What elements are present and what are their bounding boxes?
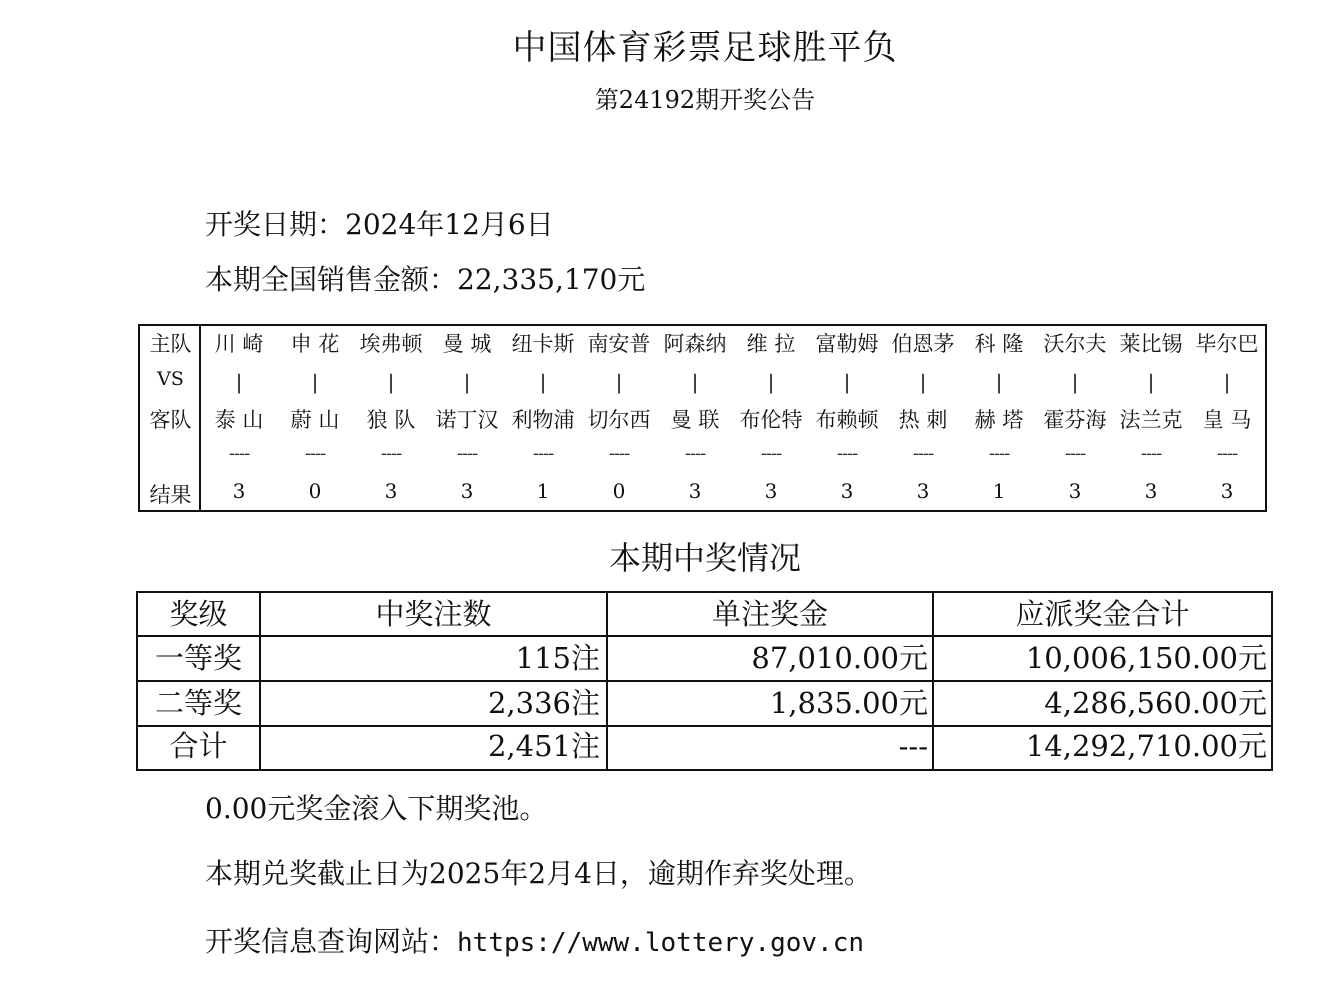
match-result: 0 [612, 479, 626, 503]
vs-mark: | [1147, 370, 1155, 394]
match-column [201, 326, 277, 510]
match-column [1189, 326, 1265, 510]
home-team: 富勒姆 [815, 332, 879, 356]
home-team: 纽卡斯 [511, 332, 575, 356]
prize-unit: 87,010.00元 [751, 641, 928, 675]
match-column [657, 326, 733, 510]
vs-mark: | [235, 370, 243, 394]
prize-total: 4,286,560.00元 [1044, 686, 1267, 720]
vs-mark: | [1223, 370, 1231, 394]
vs-mark: | [1071, 370, 1079, 394]
match-column [429, 326, 505, 510]
website-label: 开奖信息查询网站： [205, 925, 458, 958]
match-result: 3 [688, 479, 702, 503]
match-result: 3 [916, 479, 930, 503]
away-team-label: 客队 [149, 408, 192, 432]
home-team: 科 隆 [974, 332, 1024, 356]
draw-date-value: 2024年12月6日 [345, 208, 554, 241]
home-team: 伯恩茅 [891, 332, 955, 356]
vs-mark: | [691, 370, 699, 394]
away-team: 诺丁汉 [435, 408, 499, 432]
match-table [138, 324, 1267, 512]
sales-amount: 22,335,170元 [457, 263, 646, 296]
home-team: 维 拉 [746, 332, 796, 356]
draw-date-line [205, 203, 554, 243]
home-team-label: 主队 [149, 332, 192, 356]
separator: ---- [380, 443, 402, 464]
vs-mark: | [387, 370, 395, 394]
home-team: 莱比锡 [1119, 332, 1183, 356]
match-result: 1 [536, 479, 550, 503]
prize-total: 14,292,710.00元 [1025, 729, 1267, 763]
draw-date-label: 开奖日期： [205, 208, 346, 241]
result-label: 结果 [149, 483, 192, 507]
home-team: 曼 城 [442, 332, 492, 356]
match-row-labels [140, 326, 201, 510]
prize-unit: --- [898, 729, 928, 763]
away-team: 布伦特 [739, 408, 803, 432]
prize-level: 合计 [169, 729, 228, 763]
home-team: 毕尔巴 [1195, 332, 1259, 356]
away-team: 赫 塔 [974, 408, 1024, 432]
home-team: 沃尔夫 [1043, 332, 1107, 356]
match-result: 3 [1068, 479, 1082, 503]
separator: ---- [456, 443, 478, 464]
vs-mark: | [615, 370, 623, 394]
prize-total: 10,006,150.00元 [1025, 641, 1267, 675]
prize-count: 2,336注 [487, 686, 600, 720]
vs-mark: | [995, 370, 1003, 394]
sales-line [205, 258, 645, 298]
match-result: 1 [992, 479, 1006, 503]
away-team: 皇 马 [1202, 408, 1252, 432]
prize-heading: 本期中奖情况 [608, 539, 801, 577]
separator: ---- [228, 443, 250, 464]
separator: ---- [988, 443, 1010, 464]
match-result: 3 [1220, 479, 1234, 503]
match-result: 3 [384, 479, 398, 503]
away-team: 利物浦 [511, 408, 575, 432]
separator: ---- [836, 443, 858, 464]
match-column [885, 326, 961, 510]
separator: ---- [684, 443, 706, 464]
prize-level: 一等奖 [154, 641, 242, 675]
website-link[interactable]: https://www.lottery.gov.cn [457, 928, 865, 958]
match-column [809, 326, 885, 510]
away-team: 切尔西 [587, 408, 651, 432]
vs-mark: | [539, 370, 547, 394]
match-column [1113, 326, 1189, 510]
deadline-note: 本期兑奖截止日为2025年2月4日，逾期作弃奖处理。 [205, 857, 872, 890]
col-header-total: 应派奖金合计 [1015, 597, 1190, 631]
match-result: 3 [764, 479, 778, 503]
match-column [961, 326, 1037, 510]
prize-unit: 1,835.00元 [769, 686, 928, 720]
website-line [205, 920, 864, 960]
match-result: 3 [840, 479, 854, 503]
match-result: 3 [1144, 479, 1158, 503]
page-title: 中国体育彩票足球胜平负 [512, 28, 898, 68]
match-column [277, 326, 353, 510]
separator: ---- [1216, 443, 1238, 464]
vs-mark: | [919, 370, 927, 394]
vs-label: VS [157, 368, 184, 390]
separator: ---- [912, 443, 934, 464]
match-column [1037, 326, 1113, 510]
col-header-unit: 单注奖金 [711, 597, 828, 631]
away-team: 狼 队 [366, 408, 416, 432]
home-team: 埃弗顿 [359, 332, 423, 356]
separator: ---- [1064, 443, 1086, 464]
prize-level: 二等奖 [154, 686, 242, 720]
home-team: 南安普 [587, 332, 651, 356]
away-team: 蔚 山 [290, 408, 340, 432]
home-team: 阿森纳 [663, 332, 727, 356]
away-team: 热 刺 [898, 408, 948, 432]
away-team: 布赖顿 [815, 408, 879, 432]
prize-count: 2,451注 [487, 729, 600, 763]
match-result: 0 [308, 479, 322, 503]
match-column [733, 326, 809, 510]
vs-mark: | [311, 370, 319, 394]
away-team: 法兰克 [1119, 408, 1183, 432]
match-result: 3 [460, 479, 474, 503]
home-team: 川 崎 [214, 332, 264, 356]
match-column [505, 326, 581, 510]
sales-label: 本期全国销售金额： [205, 263, 458, 296]
prize-table [136, 591, 1273, 771]
home-team: 申 花 [290, 332, 340, 356]
separator: ---- [304, 443, 326, 464]
match-column [353, 326, 429, 510]
page-subtitle: 第24192期开奖公告 [594, 86, 816, 114]
separator: ---- [1140, 443, 1162, 464]
prize-count: 115注 [515, 641, 600, 675]
separator: ---- [608, 443, 630, 464]
match-column [581, 326, 657, 510]
away-team: 霍芬海 [1043, 408, 1107, 432]
col-header-count: 中奖注数 [375, 597, 492, 631]
vs-mark: | [843, 370, 851, 394]
vs-mark: | [463, 370, 471, 394]
separator: ---- [760, 443, 782, 464]
separator: ---- [532, 443, 554, 464]
rollover-note: 0.00元奖金滚入下期奖池。 [205, 792, 548, 825]
col-header-level: 奖级 [169, 597, 228, 631]
away-team: 泰 山 [214, 408, 264, 432]
vs-mark: | [767, 370, 775, 394]
match-result: 3 [232, 479, 246, 503]
away-team: 曼 联 [670, 408, 720, 432]
